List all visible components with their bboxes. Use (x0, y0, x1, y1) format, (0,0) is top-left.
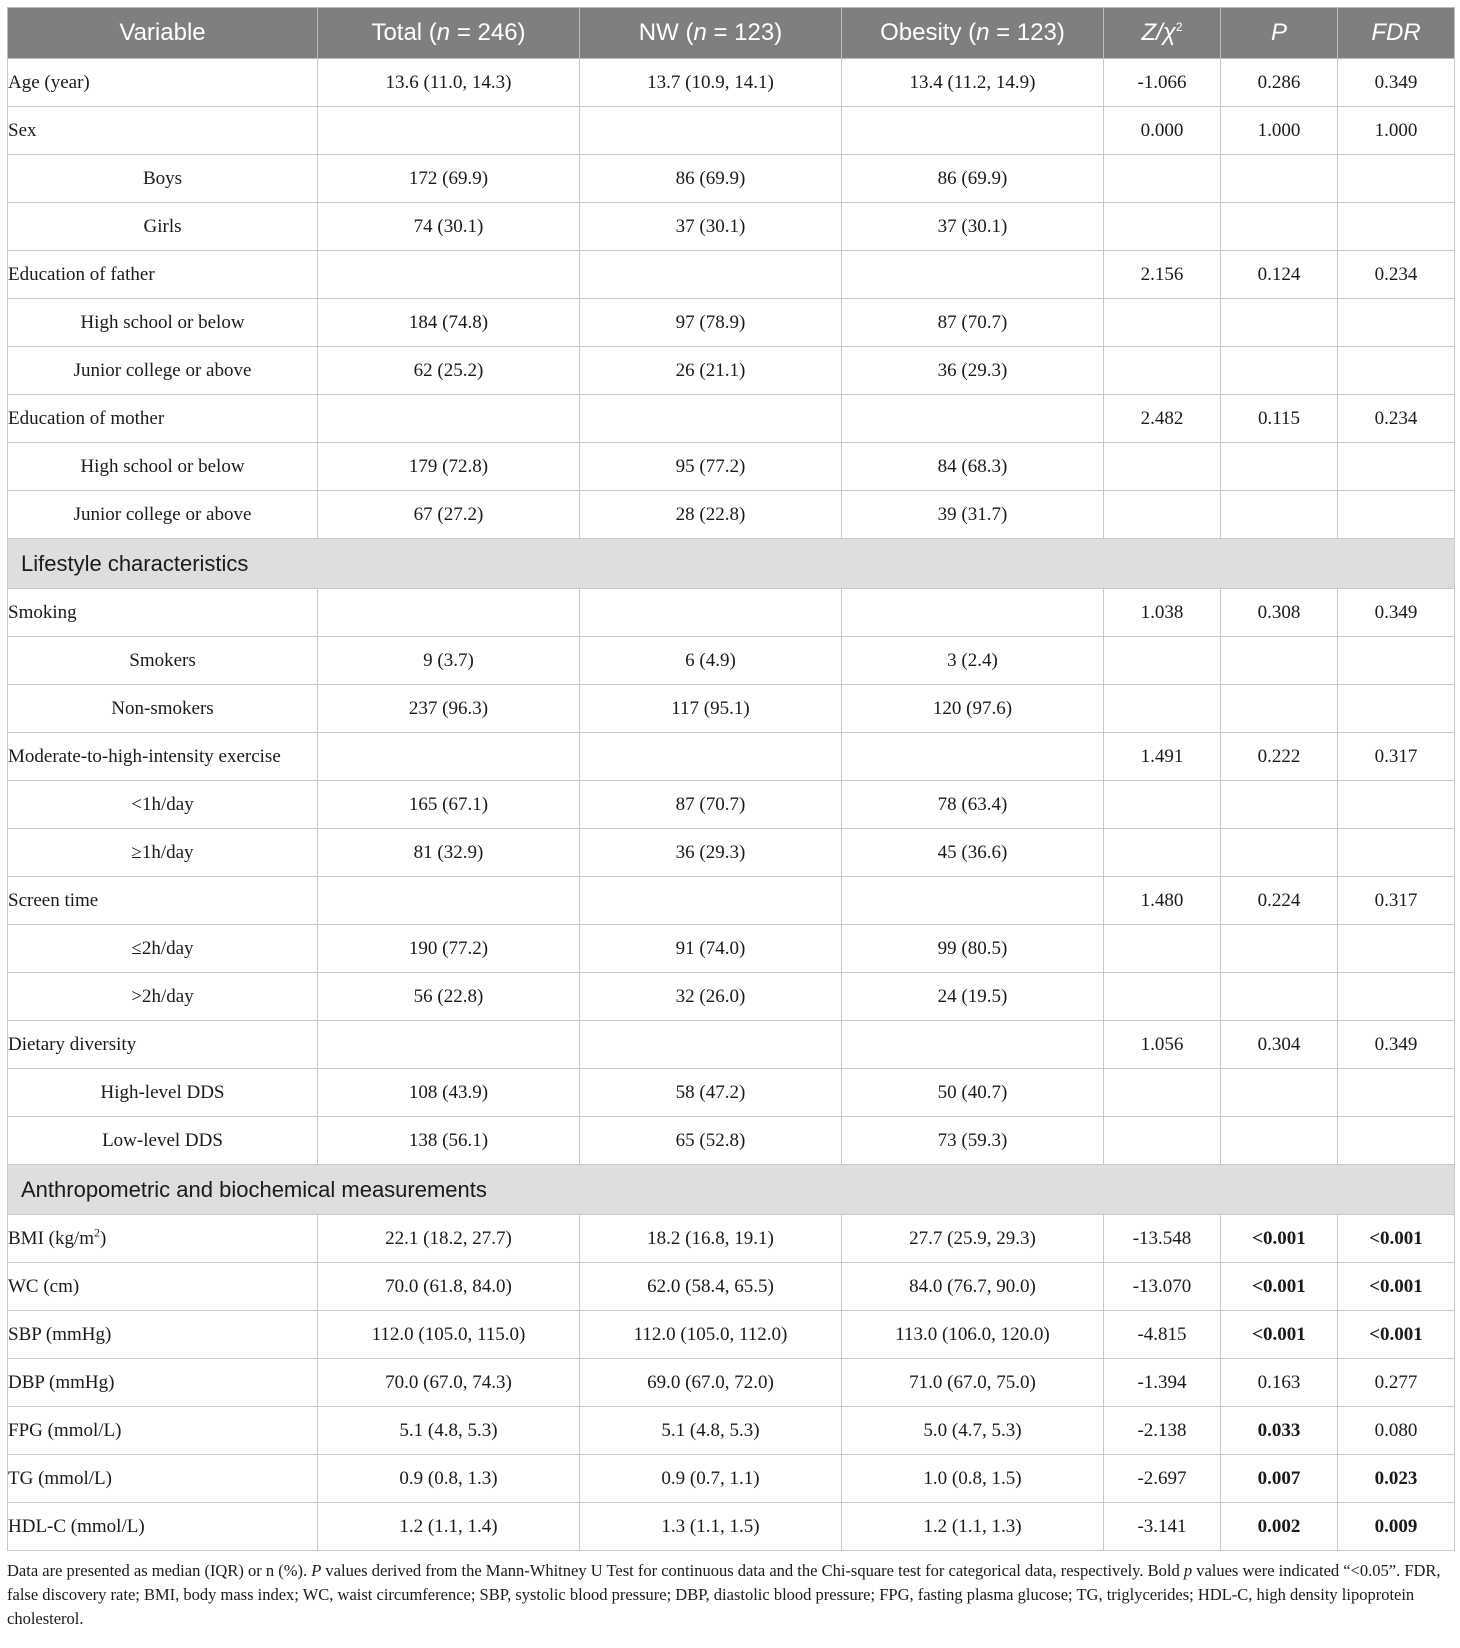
cell-p: 0.308 (1221, 589, 1338, 637)
cell-total: 190 (77.2) (318, 925, 580, 973)
table-row (8, 877, 1455, 925)
cell-total: 184 (74.8) (318, 299, 580, 347)
row-label: ≤2h/day (8, 925, 318, 973)
cell-p (1221, 637, 1338, 685)
cell-p (1221, 973, 1338, 1021)
cell-obesity: 84.0 (76.7, 90.0) (842, 1263, 1104, 1311)
cell-obesity: 87 (70.7) (842, 299, 1104, 347)
cell-obesity (842, 251, 1104, 299)
table-row (8, 155, 1455, 203)
cell-z-chi2 (1104, 299, 1221, 347)
cell-total: 70.0 (61.8, 84.0) (318, 1263, 580, 1311)
cell-z-chi2 (1104, 637, 1221, 685)
cell-p: 0.033 (1221, 1407, 1338, 1455)
cell-z-chi2 (1104, 443, 1221, 491)
row-label: FPG (mmol/L) (8, 1407, 318, 1455)
table-row (8, 973, 1455, 1021)
cell-obesity: 113.0 (106.0, 120.0) (842, 1311, 1104, 1359)
table-row (8, 1359, 1455, 1407)
cell-total (318, 107, 580, 155)
cell-nw (580, 589, 842, 637)
cell-fdr: 1.000 (1338, 107, 1455, 155)
cell-nw: 37 (30.1) (580, 203, 842, 251)
cell-z-chi2: 1.491 (1104, 733, 1221, 781)
cell-total (318, 877, 580, 925)
cell-fdr (1338, 829, 1455, 877)
cell-nw: 28 (22.8) (580, 491, 842, 539)
cell-obesity: 50 (40.7) (842, 1069, 1104, 1117)
section-row-lifestyle (8, 539, 1455, 589)
cell-fdr (1338, 781, 1455, 829)
table-row (8, 299, 1455, 347)
cell-fdr: 0.277 (1338, 1359, 1455, 1407)
cell-obesity (842, 107, 1104, 155)
cell-total: 108 (43.9) (318, 1069, 580, 1117)
section-title-lifestyle: Lifestyle characteristics (8, 539, 1455, 589)
cell-obesity: 1.0 (0.8, 1.5) (842, 1455, 1104, 1503)
table-row (8, 1503, 1455, 1551)
cell-p (1221, 829, 1338, 877)
cell-nw: 5.1 (4.8, 5.3) (580, 1407, 842, 1455)
cell-total: 67 (27.2) (318, 491, 580, 539)
header-p: P (1221, 8, 1338, 59)
cell-fdr: <0.001 (1338, 1311, 1455, 1359)
cell-total: 13.6 (11.0, 14.3) (318, 59, 580, 107)
cell-fdr: 0.317 (1338, 877, 1455, 925)
cell-z-chi2 (1104, 347, 1221, 395)
cell-total: 81 (32.9) (318, 829, 580, 877)
row-label: High school or below (8, 299, 318, 347)
cell-fdr (1338, 637, 1455, 685)
cell-p (1221, 203, 1338, 251)
cell-p: 0.222 (1221, 733, 1338, 781)
cell-total: 74 (30.1) (318, 203, 580, 251)
row-label: Low-level DDS (8, 1117, 318, 1165)
row-label: Moderate-to-high-intensity exercise (8, 733, 318, 781)
cell-total: 1.2 (1.1, 1.4) (318, 1503, 580, 1551)
cell-total (318, 395, 580, 443)
cell-nw: 1.3 (1.1, 1.5) (580, 1503, 842, 1551)
cell-z-chi2: 2.482 (1104, 395, 1221, 443)
cell-obesity (842, 733, 1104, 781)
table-row (8, 829, 1455, 877)
table-row (8, 203, 1455, 251)
cell-nw (580, 733, 842, 781)
cell-fdr (1338, 973, 1455, 1021)
cell-fdr: 0.317 (1338, 733, 1455, 781)
table-row (8, 1263, 1455, 1311)
cell-nw (580, 395, 842, 443)
row-label: TG (mmol/L) (8, 1455, 318, 1503)
cell-fdr: 0.009 (1338, 1503, 1455, 1551)
cell-z-chi2: 1.056 (1104, 1021, 1221, 1069)
cell-p (1221, 1069, 1338, 1117)
cell-obesity: 36 (29.3) (842, 347, 1104, 395)
cell-p: 0.124 (1221, 251, 1338, 299)
cell-fdr (1338, 155, 1455, 203)
cell-fdr (1338, 203, 1455, 251)
section-row-anthropometric (8, 1165, 1455, 1215)
cell-p: 0.163 (1221, 1359, 1338, 1407)
cell-obesity (842, 877, 1104, 925)
cell-total: 172 (69.9) (318, 155, 580, 203)
cell-nw: 117 (95.1) (580, 685, 842, 733)
header-variable: Variable (8, 8, 318, 59)
cell-nw: 97 (78.9) (580, 299, 842, 347)
cell-nw: 86 (69.9) (580, 155, 842, 203)
cell-z-chi2: -1.394 (1104, 1359, 1221, 1407)
cell-z-chi2: -13.070 (1104, 1263, 1221, 1311)
row-label: Non-smokers (8, 685, 318, 733)
cell-z-chi2: 2.156 (1104, 251, 1221, 299)
table-row (8, 443, 1455, 491)
cell-p: 0.115 (1221, 395, 1338, 443)
cell-nw: 95 (77.2) (580, 443, 842, 491)
row-label: Boys (8, 155, 318, 203)
cell-fdr: 0.234 (1338, 251, 1455, 299)
cell-p (1221, 781, 1338, 829)
table-row (8, 685, 1455, 733)
cell-fdr (1338, 443, 1455, 491)
cell-z-chi2 (1104, 1117, 1221, 1165)
cell-total: 112.0 (105.0, 115.0) (318, 1311, 580, 1359)
cell-p: <0.001 (1221, 1215, 1338, 1263)
cell-fdr (1338, 347, 1455, 395)
row-label: Smokers (8, 637, 318, 685)
cell-z-chi2: -4.815 (1104, 1311, 1221, 1359)
table-row (8, 59, 1455, 107)
table-row (8, 925, 1455, 973)
cell-p (1221, 1117, 1338, 1165)
row-label: Dietary diversity (8, 1021, 318, 1069)
row-label: >2h/day (8, 973, 318, 1021)
row-label: Girls (8, 203, 318, 251)
cell-total: 22.1 (18.2, 27.7) (318, 1215, 580, 1263)
cell-obesity: 86 (69.9) (842, 155, 1104, 203)
cell-p (1221, 925, 1338, 973)
table-container (7, 7, 1454, 1631)
table-row (8, 1215, 1455, 1263)
table-row (8, 733, 1455, 781)
cell-p: 0.304 (1221, 1021, 1338, 1069)
cell-z-chi2: -2.697 (1104, 1455, 1221, 1503)
row-label: Junior college or above (8, 347, 318, 395)
cell-p: 0.007 (1221, 1455, 1338, 1503)
cell-fdr: 0.023 (1338, 1455, 1455, 1503)
cell-total: 70.0 (67.0, 74.3) (318, 1359, 580, 1407)
cell-p (1221, 155, 1338, 203)
cell-z-chi2 (1104, 491, 1221, 539)
row-label: Junior college or above (8, 491, 318, 539)
cell-p: 0.286 (1221, 59, 1338, 107)
cell-fdr (1338, 925, 1455, 973)
cell-fdr: 0.349 (1338, 1021, 1455, 1069)
cell-obesity: 1.2 (1.1, 1.3) (842, 1503, 1104, 1551)
cell-z-chi2 (1104, 925, 1221, 973)
cell-nw: 18.2 (16.8, 19.1) (580, 1215, 842, 1263)
cell-obesity: 3 (2.4) (842, 637, 1104, 685)
table-footnote: Data are presented as median (IQR) or n (%). P values derived from the Mann-Whitney U Test for continuous data and the Chi-square test for categorical data, respectively. Bold p values were indicated “<0.05”. FDR, false discovery rate; BMI, body mass index; WC, waist circumference; SBP, systolic blood pressure; DBP, diastolic blood pressure; FPG, fasting plasma glucose; TG, triglycerides; HDL-C, high density lipoprotein cholesterol. (7, 1561, 1441, 1628)
cell-obesity: 78 (63.4) (842, 781, 1104, 829)
cell-p (1221, 347, 1338, 395)
cell-p (1221, 685, 1338, 733)
cell-nw: 0.9 (0.7, 1.1) (580, 1455, 842, 1503)
table-row (8, 491, 1455, 539)
row-label: High school or below (8, 443, 318, 491)
cell-p (1221, 299, 1338, 347)
row-label: DBP (mmHg) (8, 1359, 318, 1407)
cell-total: 165 (67.1) (318, 781, 580, 829)
section-title-anthropometric: Anthropometric and biochemical measurements (8, 1165, 1455, 1215)
table-row (8, 1021, 1455, 1069)
table-row (8, 781, 1455, 829)
cell-nw: 91 (74.0) (580, 925, 842, 973)
cell-nw: 65 (52.8) (580, 1117, 842, 1165)
table-row (8, 347, 1455, 395)
table-row (8, 1455, 1455, 1503)
cell-z-chi2 (1104, 781, 1221, 829)
cell-total (318, 251, 580, 299)
cell-fdr (1338, 685, 1455, 733)
table-row (8, 1311, 1455, 1359)
cell-nw (580, 107, 842, 155)
cell-fdr (1338, 299, 1455, 347)
row-label: Education of father (8, 251, 318, 299)
cell-obesity: 37 (30.1) (842, 203, 1104, 251)
table-row (8, 1069, 1455, 1117)
cell-total: 138 (56.1) (318, 1117, 580, 1165)
cell-z-chi2 (1104, 829, 1221, 877)
cell-obesity: 5.0 (4.7, 5.3) (842, 1407, 1104, 1455)
cell-total: 5.1 (4.8, 5.3) (318, 1407, 580, 1455)
cell-p: 0.224 (1221, 877, 1338, 925)
cell-p: 0.002 (1221, 1503, 1338, 1551)
row-label: High-level DDS (8, 1069, 318, 1117)
cell-nw: 13.7 (10.9, 14.1) (580, 59, 842, 107)
cell-obesity: 45 (36.6) (842, 829, 1104, 877)
row-label: WC (cm) (8, 1263, 318, 1311)
cell-fdr (1338, 1117, 1455, 1165)
row-label: ≥1h/day (8, 829, 318, 877)
table-row (8, 107, 1455, 155)
row-label: Screen time (8, 877, 318, 925)
cell-fdr: <0.001 (1338, 1215, 1455, 1263)
cell-obesity: 84 (68.3) (842, 443, 1104, 491)
row-label: Age (year) (8, 59, 318, 107)
cell-obesity: 120 (97.6) (842, 685, 1104, 733)
table-row (8, 637, 1455, 685)
cell-p: <0.001 (1221, 1311, 1338, 1359)
header-fdr: FDR (1338, 8, 1455, 59)
table-row (8, 251, 1455, 299)
row-label: BMI $(kg/m^2)$ (8, 1215, 318, 1263)
header-z-chi2: $Z/\chi^2$ (1104, 8, 1221, 59)
cell-nw: 36 (29.3) (580, 829, 842, 877)
cell-z-chi2: -3.141 (1104, 1503, 1221, 1551)
cell-obesity: 39 (31.7) (842, 491, 1104, 539)
cell-obesity (842, 589, 1104, 637)
cell-total (318, 733, 580, 781)
cell-nw: 112.0 (105.0, 112.0) (580, 1311, 842, 1359)
header-nw: NW (n = 123) (580, 8, 842, 59)
cell-total: 56 (22.8) (318, 973, 580, 1021)
cell-obesity: 13.4 (11.2, 14.9) (842, 59, 1104, 107)
cell-total: 237 (96.3) (318, 685, 580, 733)
cell-z-chi2: 1.480 (1104, 877, 1221, 925)
cell-obesity (842, 395, 1104, 443)
cell-z-chi2 (1104, 1069, 1221, 1117)
cell-z-chi2 (1104, 685, 1221, 733)
cell-nw: 58 (47.2) (580, 1069, 842, 1117)
cell-nw: 26 (21.1) (580, 347, 842, 395)
cell-fdr: 0.349 (1338, 589, 1455, 637)
table-row (8, 589, 1455, 637)
row-label: HDL-C (mmol/L) (8, 1503, 318, 1551)
row-label: <1h/day (8, 781, 318, 829)
cell-total: 62 (25.2) (318, 347, 580, 395)
cell-p: 1.000 (1221, 107, 1338, 155)
cell-z-chi2: -1.066 (1104, 59, 1221, 107)
row-label: Sex (8, 107, 318, 155)
cell-z-chi2 (1104, 155, 1221, 203)
row-label: SBP (mmHg) (8, 1311, 318, 1359)
cell-z-chi2 (1104, 973, 1221, 1021)
cell-fdr: 0.234 (1338, 395, 1455, 443)
cell-nw: 87 (70.7) (580, 781, 842, 829)
cell-total: 0.9 (0.8, 1.3) (318, 1455, 580, 1503)
cell-fdr: 0.080 (1338, 1407, 1455, 1455)
cell-fdr: 0.349 (1338, 59, 1455, 107)
table-row (8, 1407, 1455, 1455)
cell-obesity: 71.0 (67.0, 75.0) (842, 1359, 1104, 1407)
cell-z-chi2: -2.138 (1104, 1407, 1221, 1455)
row-label: Smoking (8, 589, 318, 637)
cell-nw: 69.0 (67.0, 72.0) (580, 1359, 842, 1407)
cell-z-chi2 (1104, 203, 1221, 251)
header-total: Total (n = 246) (318, 8, 580, 59)
table-header-row (8, 8, 1455, 59)
cell-total (318, 1021, 580, 1069)
cell-total: 179 (72.8) (318, 443, 580, 491)
cell-obesity: 73 (59.3) (842, 1117, 1104, 1165)
cell-nw (580, 1021, 842, 1069)
cell-nw: 62.0 (58.4, 65.5) (580, 1263, 842, 1311)
cell-fdr (1338, 491, 1455, 539)
characteristics-table (7, 7, 1455, 1551)
table-row (8, 395, 1455, 443)
cell-total (318, 589, 580, 637)
cell-p: <0.001 (1221, 1263, 1338, 1311)
cell-fdr: <0.001 (1338, 1263, 1455, 1311)
cell-nw (580, 251, 842, 299)
cell-obesity: 27.7 (25.9, 29.3) (842, 1215, 1104, 1263)
cell-z-chi2: -13.548 (1104, 1215, 1221, 1263)
cell-total: 9 (3.7) (318, 637, 580, 685)
cell-z-chi2: 0.000 (1104, 107, 1221, 155)
row-label: Education of mother (8, 395, 318, 443)
cell-obesity: 24 (19.5) (842, 973, 1104, 1021)
header-obesity: Obesity (n = 123) (842, 8, 1104, 59)
cell-obesity (842, 1021, 1104, 1069)
cell-fdr (1338, 1069, 1455, 1117)
table-row (8, 1117, 1455, 1165)
cell-z-chi2: 1.038 (1104, 589, 1221, 637)
cell-nw: 32 (26.0) (580, 973, 842, 1021)
cell-p (1221, 443, 1338, 491)
cell-p (1221, 491, 1338, 539)
cell-nw: 6 (4.9) (580, 637, 842, 685)
cell-obesity: 99 (80.5) (842, 925, 1104, 973)
cell-nw (580, 877, 842, 925)
